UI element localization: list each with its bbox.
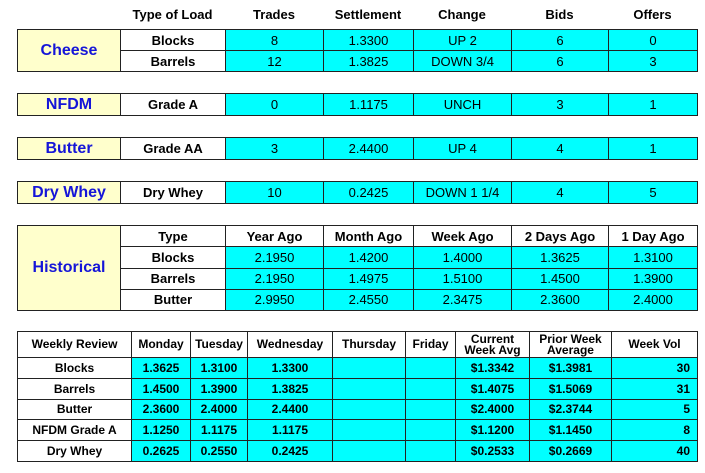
header-trades: Trades [253,7,295,22]
settlement-cell: 1.3300 [324,30,414,51]
dry-whey-table [17,181,698,204]
change-cell: UNCH [414,94,512,116]
column-header: Week Ago [414,226,512,247]
friday-cell [406,399,456,420]
table-row [18,441,698,462]
row-label: Dry Whey [18,441,132,462]
value-cell: 1.4200 [324,247,414,268]
value-cell: 1.3900 [609,268,698,289]
header-bids: Bids [545,7,574,22]
table-header-row [18,226,698,247]
column-header: Wednesday [248,332,333,358]
value-cell: 1.4000 [414,247,512,268]
friday-cell [406,378,456,399]
column-header: Friday [406,332,456,358]
thursday-cell [333,420,406,441]
settlement-cell: 1.1175 [324,94,414,116]
change-cell: UP 2 [414,30,512,51]
row-label: NFDM Grade A [18,420,132,441]
offers-cell: 0 [609,30,698,51]
value-cell: 2.4550 [324,289,414,310]
row-label: Barrels [121,51,226,72]
row-label: Grade AA [121,138,226,160]
nfdm-label: NFDM [18,94,121,116]
current-avg-cell: $2.4000 [456,399,530,420]
row-label: Blocks [18,358,132,379]
settlement-cell: 0.2425 [324,182,414,204]
column-header: 2 Days Ago [512,226,609,247]
thursday-cell [333,378,406,399]
table-row [18,94,698,116]
prior-avg-cell: $0.2669 [530,441,612,462]
wednesday-cell: 2.4400 [248,399,333,420]
column-header: Weekly Review [18,332,132,358]
trades-cell: 10 [226,182,324,204]
table-row [18,30,698,51]
week-vol-cell: 30 [612,358,698,379]
value-cell: 1.4500 [512,268,609,289]
historical-table [17,225,698,311]
current-avg-cell: $1.4075 [456,378,530,399]
row-label: Butter [121,289,226,310]
current-week-avg-line2: Week Avg [464,342,521,357]
row-label: Barrels [121,268,226,289]
week-vol-cell: 40 [612,441,698,462]
change-cell: DOWN 3/4 [414,51,512,72]
monday-cell: 1.3625 [132,358,191,379]
value-cell: 2.1950 [226,268,324,289]
row-label: Blocks [121,247,226,268]
prior-avg-cell: $1.5069 [530,378,612,399]
wednesday-cell: 0.2425 [248,441,333,462]
table-row [18,399,698,420]
offers-cell: 1 [609,94,698,116]
settlement-cell: 2.4400 [324,138,414,160]
change-cell: UP 4 [414,138,512,160]
column-header [456,332,530,358]
week-vol-cell: 5 [612,399,698,420]
butter-label: Butter [18,138,121,160]
dry-whey-label: Dry Whey [18,182,121,204]
header-offers: Offers [633,7,672,22]
nfdm-table [17,93,698,116]
value-cell: 2.9950 [226,289,324,310]
trades-cell: 12 [226,51,324,72]
row-label: Barrels [18,378,132,399]
tuesday-cell: 1.1175 [191,420,248,441]
week-vol-cell: 31 [612,378,698,399]
bids-cell: 4 [512,182,609,204]
value-cell: 1.3625 [512,247,609,268]
friday-cell [406,358,456,379]
monday-cell: 2.3600 [132,399,191,420]
offers-cell: 3 [609,51,698,72]
value-cell: 1.5100 [414,268,512,289]
prior-avg-cell: $1.1450 [530,420,612,441]
tuesday-cell: 1.3900 [191,378,248,399]
value-cell: 1.4975 [324,268,414,289]
tuesday-cell: 1.3100 [191,358,248,379]
table-header-row [18,332,698,358]
row-label: Butter [18,399,132,420]
friday-cell [406,441,456,462]
column-header: Year Ago [226,226,324,247]
week-vol-cell: 8 [612,420,698,441]
column-header: Monday [132,332,191,358]
historical-label: Historical [18,226,121,311]
bids-cell: 3 [512,94,609,116]
friday-cell [406,420,456,441]
value-cell: 2.1950 [226,247,324,268]
value-cell: 1.3100 [609,247,698,268]
bids-cell: 6 [512,30,609,51]
table-row [18,420,698,441]
value-cell: 2.4000 [609,289,698,310]
column-header: Month Ago [324,226,414,247]
trades-cell: 0 [226,94,324,116]
value-cell: 2.3600 [512,289,609,310]
thursday-cell [333,441,406,462]
bids-cell: 4 [512,138,609,160]
butter-table [17,137,698,160]
row-label: Blocks [121,30,226,51]
current-avg-cell: $1.3342 [456,358,530,379]
column-header: 1 Day Ago [609,226,698,247]
column-header: Tuesday [191,332,248,358]
column-header [530,332,612,358]
wednesday-cell: 1.3825 [248,378,333,399]
cheese-table [17,29,698,72]
value-cell: 2.3475 [414,289,512,310]
column-header: Type [121,226,226,247]
monday-cell: 1.4500 [132,378,191,399]
row-label: Grade A [121,94,226,116]
prior-week-avg-line1: Prior Week [539,331,602,346]
wednesday-cell: 1.1175 [248,420,333,441]
prior-week-avg-line2: Average [547,342,594,357]
column-header: Thursday [333,332,406,358]
prior-avg-cell: $1.3981 [530,358,612,379]
header-type-of-load: Type of Load [132,7,213,22]
current-week-avg-line1: Current [470,331,515,346]
cheese-label: Cheese [18,30,121,72]
table-row [18,378,698,399]
trades-cell: 8 [226,30,324,51]
current-avg-cell: $0.2533 [456,441,530,462]
table-row [18,138,698,160]
tuesday-cell: 0.2550 [191,441,248,462]
change-cell: DOWN 1 1/4 [414,182,512,204]
bids-cell: 6 [512,51,609,72]
monday-cell: 1.1250 [132,420,191,441]
current-avg-cell: $1.1200 [456,420,530,441]
row-label: Dry Whey [121,182,226,204]
table-row [18,358,698,379]
offers-cell: 5 [609,182,698,204]
header-settlement: Settlement [334,7,402,22]
table-row [18,182,698,204]
column-header: Week Vol [612,332,698,358]
wednesday-cell: 1.3300 [248,358,333,379]
monday-cell: 0.2625 [132,441,191,462]
offers-cell: 1 [609,138,698,160]
weekly-review-table [17,331,698,462]
tuesday-cell: 2.4000 [191,399,248,420]
thursday-cell [333,399,406,420]
prior-avg-cell: $2.3744 [530,399,612,420]
trades-cell: 3 [226,138,324,160]
settlement-cell: 1.3825 [324,51,414,72]
thursday-cell [333,358,406,379]
header-change: Change [438,7,486,22]
